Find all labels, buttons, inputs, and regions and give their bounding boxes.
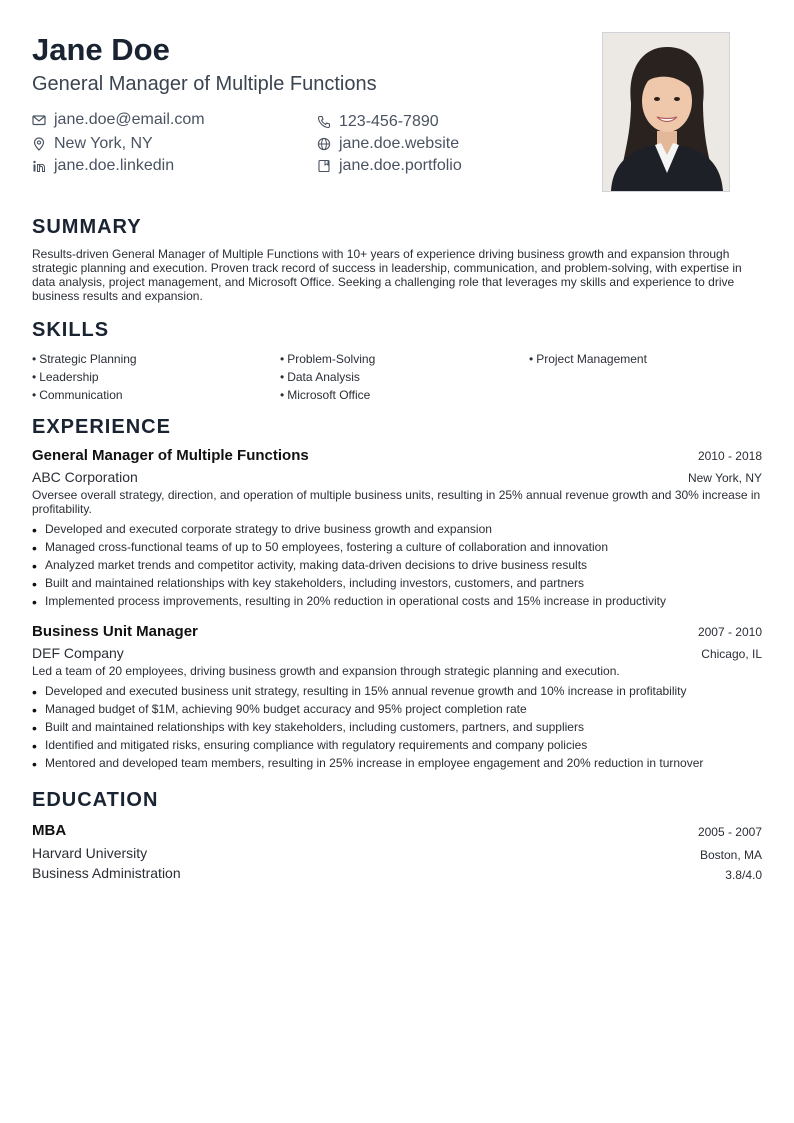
job-title: Business Unit Manager <box>32 623 198 640</box>
skills-heading: SKILLS <box>32 319 110 341</box>
job-bullet: • Managed cross-functional teams of up to 50 employees, fostering a culture of collaboration and innovation <box>32 538 762 556</box>
job-bullet: • Identified and mitigated risks, ensuring compliance with regulatory requirements and company policies <box>32 736 762 754</box>
job-bullet: • Built and maintained relationships with key stakeholders, including investors, customers, and partners <box>32 574 762 592</box>
summary-heading: SUMMARY <box>32 216 142 238</box>
skill-item: • Leadership <box>32 368 99 386</box>
job-entry <box>32 623 762 772</box>
education-gpa: 3.8/4.0 <box>725 868 762 882</box>
contact-linkedin-text: jane.doe.linkedin <box>54 157 175 174</box>
location-icon <box>32 137 46 151</box>
contact-email[interactable] <box>32 110 205 130</box>
contact-location <box>32 134 153 154</box>
summary-text: Results-driven General Manager of Multiple Functions with 10+ years of experience driving business growth and expansion through strategic planning and execution. Proven track record of success in leadership, communication, and problem-solving, with expertise in data analysis, project management, and Microsoft Office. Seeking a challenging role that leverages my skills and experience to drive business results and expansion. <box>32 247 742 303</box>
skill-item: • Project Management <box>529 350 647 368</box>
job-bullets <box>32 682 762 772</box>
education-field: Business Administration <box>32 865 181 881</box>
job-entry <box>32 447 762 610</box>
job-description: Oversee overall strategy, direction, and operation of multiple business units, resulting in 25% annual revenue growth and 30% increase in profitability. <box>32 488 761 516</box>
job-dates: 2010 - 2018 <box>697 449 762 463</box>
education-section <box>32 788 762 883</box>
contact-website[interactable] <box>317 134 459 154</box>
resume-header <box>32 32 762 197</box>
candidate-title: General Manager of Multiple Functions <box>32 73 377 95</box>
experience-section <box>32 415 762 770</box>
summary-section <box>32 215 762 303</box>
contact-email-text: jane.doe@email.com <box>54 111 205 128</box>
job-bullet: • Mentored and developed team members, resulting in 25% increase in employee engagement and 20% reduction in turnover <box>32 754 762 772</box>
job-bullet: • Implemented process improvements, resulting in 20% reduction in operational costs and 15% increase in productivity <box>32 592 762 610</box>
skill-item: • Data Analysis <box>280 368 360 386</box>
education-dates: 2005 - 2007 <box>697 825 762 839</box>
job-bullets <box>32 520 762 610</box>
education-field-row <box>32 863 762 883</box>
candidate-name: Jane Doe <box>32 32 170 67</box>
education-school-row <box>32 843 762 863</box>
contact-portfolio[interactable] <box>317 156 462 176</box>
globe-icon <box>317 137 331 151</box>
contact-phone-text: 123-456-7890 <box>339 113 439 130</box>
job-bullet: • Analyzed market trends and competitor activity, making data-driven decisions to drive business results <box>32 556 762 574</box>
education-degree-row <box>32 820 762 841</box>
contact-website-text: jane.doe.website <box>339 135 460 152</box>
contact-portfolio-text: jane.doe.portfolio <box>339 157 462 174</box>
skill-item: • Strategic Planning <box>32 350 137 368</box>
linkedin-icon <box>32 159 46 173</box>
job-title: General Manager of Multiple Functions <box>32 447 309 464</box>
job-company: ABC Corporation <box>32 469 138 485</box>
job-bullet: • Built and maintained relationships with key stakeholders, including customers, partners, and suppliers <box>32 718 762 736</box>
skills-section <box>32 318 762 406</box>
job-bullet: • Developed and executed business unit strategy, resulting in 15% annual revenue growth and 10% increase in profitability <box>32 682 762 700</box>
education-school: Harvard University <box>32 845 148 861</box>
profile-photo <box>602 32 730 192</box>
job-description: Led a team of 20 employees, driving business growth and expansion through strategic planning and execution. <box>32 664 620 678</box>
job-company-row <box>32 645 762 661</box>
resume-page <box>32 32 762 882</box>
skill-item: • Communication <box>32 386 123 404</box>
contact-location-text: New York, NY <box>54 135 153 152</box>
job-dates: 2007 - 2010 <box>697 625 762 639</box>
job-company: DEF Company <box>32 645 124 661</box>
contact-phone[interactable] <box>317 112 439 132</box>
email-icon <box>32 113 46 127</box>
skills-grid <box>32 350 762 406</box>
job-bullet: • Developed and executed corporate strategy to drive business growth and expansion <box>32 520 762 538</box>
contact-linkedin[interactable] <box>32 156 174 176</box>
phone-icon <box>317 115 331 129</box>
job-company-row <box>32 469 762 485</box>
portfolio-icon <box>317 159 331 173</box>
job-location: Chicago, IL <box>701 647 762 661</box>
experience-heading: EXPERIENCE <box>32 416 171 438</box>
skill-item: • Problem-Solving <box>280 350 375 368</box>
education-degree: MBA <box>32 822 67 839</box>
education-location: Boston, MA <box>699 848 762 862</box>
job-location: New York, NY <box>687 471 762 485</box>
job-bullet: • Managed budget of $1M, achieving 90% budget accuracy and 95% project completion rate <box>32 700 762 718</box>
skill-item: • Microsoft Office <box>280 386 370 404</box>
education-heading: EDUCATION <box>32 789 159 811</box>
